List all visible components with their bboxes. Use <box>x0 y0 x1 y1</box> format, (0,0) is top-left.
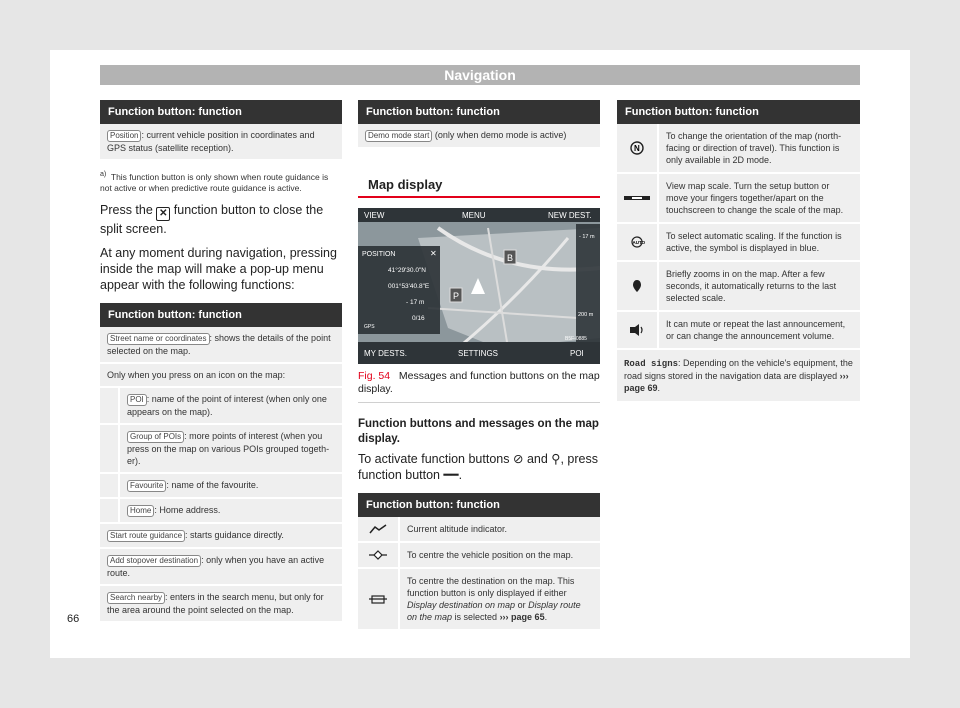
table-row <box>100 474 342 499</box>
row-text: : Home address. <box>154 504 221 515</box>
row-text: : name of the favourite. <box>166 479 259 490</box>
map-scale-label: 200 m <box>578 312 594 318</box>
row-text: To centre the vehicle position on the map. <box>407 550 574 560</box>
figure-caption-text: Messages and function buttons on the map display. <box>358 370 600 395</box>
text-part: To centre the destination on the map. This function button is only displayed if either <box>407 576 575 598</box>
row-text: To select automatic scaling. If the function is active, the symbol is displayed in blue. <box>666 231 842 253</box>
eye-icon: ⊘ <box>512 452 524 466</box>
paragraph-text: Press the <box>100 202 153 217</box>
row-text: : current vehicle position in coordinates and GPS status (satellite reception). <box>107 130 315 153</box>
row-text: : more points of interest (when you press on the map on various POIs grouped together). <box>127 430 330 466</box>
svg-text:N: N <box>634 144 640 153</box>
table-row <box>358 517 600 543</box>
map-illustration <box>358 208 600 364</box>
table-header: Function button: function <box>100 303 342 327</box>
table-row <box>100 425 342 474</box>
figure-label: Fig. 54 <box>358 370 391 382</box>
paragraph: To activate function buttons ⊘ and ⚲, press function button ━━. <box>358 452 598 482</box>
page-header: Navigation <box>100 65 860 85</box>
row-text: Briefly zooms in on the map. After a few seconds, it automatically returns to the last selected scale. <box>666 269 837 303</box>
table-row <box>617 224 860 262</box>
table-row <box>358 124 600 149</box>
table-row <box>100 586 342 623</box>
text-part: Display destination on map <box>407 600 516 610</box>
group-of-pois-button: Group of POIs <box>127 431 184 443</box>
table-row <box>100 549 342 586</box>
map-gps-label: GPS <box>364 324 375 330</box>
map-poi-label: POI <box>570 349 584 358</box>
row-text: Current altitude indicator. <box>407 524 508 534</box>
table-row <box>100 124 342 161</box>
table-row <box>100 499 342 524</box>
row-text: : enters in the search menu, but only for the area around the point selected on the map. <box>107 591 324 615</box>
column-3 <box>617 100 860 403</box>
centre-vehicle-icon <box>358 543 400 567</box>
map-longitude: 001°53'40.8"E <box>388 283 430 290</box>
footnote-mark: a) <box>100 170 107 178</box>
row-text: : starts guidance directly. <box>185 529 284 540</box>
row-text: : name of the point of interest (when only one appears on the map). <box>127 393 327 417</box>
map-view-label: VIEW <box>364 211 385 220</box>
table-header: Function button: function <box>617 100 860 124</box>
row-text: : Depending on the vehicle's equipment, the road signs stored in the navigation data are displayed <box>624 358 853 381</box>
page-reference-link[interactable]: ››› page 65 <box>499 612 545 622</box>
street-name-button: Street name or coordinates <box>107 333 210 345</box>
table-row <box>100 327 342 364</box>
row-text: To change the orientation of the map (north-facing or direction of travel). This function is only available in 2D mode. <box>666 131 842 165</box>
page-number: 66 <box>67 613 80 625</box>
home-button: Home <box>127 505 154 517</box>
demo-mode-button: Demo mode start <box>365 130 432 142</box>
scale-icon: ━━ <box>443 468 459 482</box>
row-text-cell <box>120 388 342 423</box>
text-part: . <box>544 612 548 622</box>
map-satellites: 0/16 <box>412 315 425 322</box>
row-text-cell <box>120 474 342 497</box>
map-latitude: 41°29'30.0"N <box>388 267 426 274</box>
indent-cell <box>100 425 120 472</box>
pin-icon: ⚲ <box>551 452 561 466</box>
table-row <box>617 350 860 403</box>
map-menu-label: MENU <box>462 211 486 220</box>
map-altitude-side: - 17 m <box>579 234 595 240</box>
centre-destination-icon <box>358 569 400 629</box>
map-altitude: - 17 m <box>406 299 425 306</box>
table-row <box>617 124 860 174</box>
row-text-cell <box>120 425 342 472</box>
scale-icon <box>617 174 659 222</box>
row-text: (only when demo mode is active) <box>434 130 567 140</box>
table-header: Function button: function <box>358 100 600 124</box>
row-text: : shows the details of the point selected on the map. <box>107 332 331 356</box>
compass-icon <box>617 124 659 172</box>
svg-text:B: B <box>507 253 514 263</box>
paragraph <box>100 202 342 237</box>
map-settings-label: SETTINGS <box>458 349 499 358</box>
table-row <box>617 174 860 224</box>
figure-caption <box>358 370 600 403</box>
row-text <box>400 569 600 629</box>
table-header: Function button: function <box>358 493 600 517</box>
zoom-pin-icon <box>617 262 659 310</box>
table-header: Function button: function <box>100 100 342 124</box>
sub-heading: Function buttons and messages on the map display. <box>358 418 599 445</box>
table-row <box>100 524 342 549</box>
footnote <box>100 169 342 194</box>
map-position-label: POSITION <box>362 251 396 258</box>
poi-button: POI <box>127 394 147 406</box>
table-row <box>617 312 860 350</box>
column-1 <box>100 100 342 623</box>
row-text: . <box>657 383 661 393</box>
paragraph-text: , press function button <box>358 452 598 482</box>
altitude-icon <box>358 517 400 541</box>
auto-zoom-icon <box>617 224 659 260</box>
paragraph: At any moment during navigation, pressing inside the map will make a pop-up menu appear with the following functions: <box>100 245 337 292</box>
map-image-code: B5F-0885 <box>565 336 587 342</box>
table-row: Only when you press on an icon on the map: <box>100 364 342 388</box>
page <box>50 50 910 658</box>
svg-text:✕: ✕ <box>430 249 437 258</box>
paragraph-text: To activate function buttons <box>358 452 510 466</box>
row-text: It can mute or repeat the last announcement, or can change the announcement volume. <box>666 319 846 341</box>
favourite-button: Favourite <box>127 480 166 492</box>
table-row <box>358 569 600 631</box>
table-row <box>100 388 342 425</box>
close-icon: ✕ <box>156 207 170 221</box>
start-route-guidance-button: Start route guidance <box>107 530 185 542</box>
page-reference-link[interactable]: ››› page 69 <box>624 371 849 393</box>
indent-cell <box>100 499 120 522</box>
position-button: Position <box>107 130 141 142</box>
text-part: or <box>515 600 529 610</box>
indent-cell <box>100 474 120 497</box>
column-2 <box>358 100 600 631</box>
row-text: View map scale. Turn the setup button or move your fingers together/apart on the touchscreen to change the scale of the map. <box>666 181 844 215</box>
text-part: is selected <box>452 612 500 622</box>
svg-text:P: P <box>453 291 460 301</box>
map-screenshot <box>358 208 600 364</box>
table-row <box>358 543 600 569</box>
announcement-icon <box>617 312 659 348</box>
map-new-dest-label: NEW DEST. <box>548 211 592 220</box>
footnote-text: This function button is only shown when route guidance is not active or when predictive route guidance is active. <box>100 171 329 193</box>
row-text: : only when you have an active route. <box>107 554 325 578</box>
paragraph-text: function button to close the split screen. <box>100 202 324 236</box>
section-title: Map display <box>358 165 600 198</box>
svg-text:AUTO: AUTO <box>632 240 645 245</box>
paragraph-text: and <box>526 452 548 466</box>
search-nearby-button: Search nearby <box>107 592 165 604</box>
table-row <box>617 262 860 312</box>
row-text-cell <box>120 499 342 522</box>
indent-cell <box>100 388 120 423</box>
map-my-dests-label: MY DESTS. <box>364 349 407 358</box>
text-part: Display route on the map <box>407 600 581 622</box>
road-signs-label: Road signs <box>624 359 679 369</box>
add-stopover-button: Add stopover destination <box>107 555 201 567</box>
